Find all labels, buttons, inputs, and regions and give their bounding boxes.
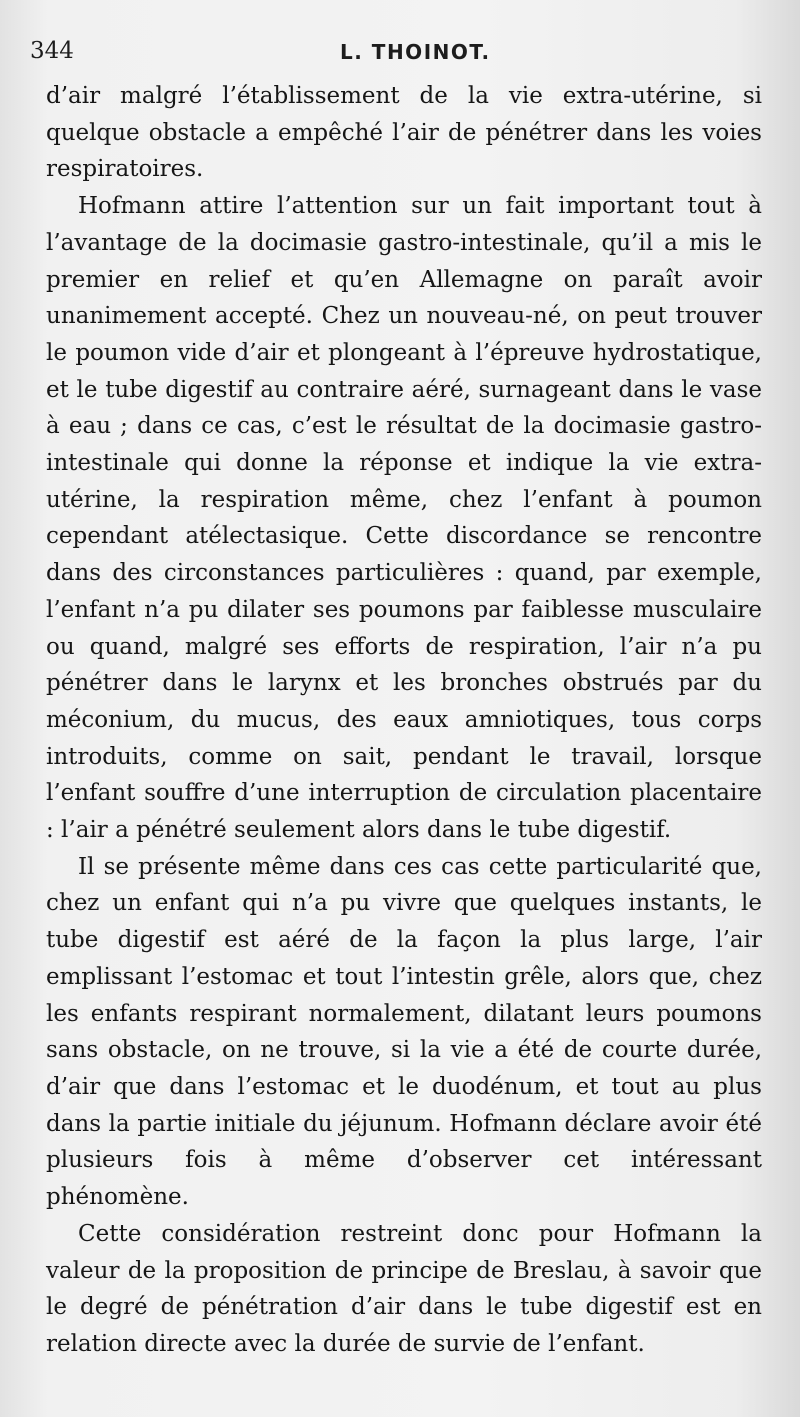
body-text bbox=[46, 78, 762, 1363]
page-header bbox=[30, 38, 760, 74]
paragraph-hofmann-docimasie: Hofmann attire l’attention sur un fait important tout à l’avantage de la docimasie gastro-intestinale, qu’il a mis le premier en relief et qu’en Allemagne on paraît avoir unanimement accepté. Chez un nouveau-né, on peut trouver le poumon vide d’air et plongeant à l’épreuve hydrostatique, et le tube digestif au contraire aéré, surnageant dans le vase à eau ; dans ce cas, c’est le résultat de la docimasie gastro-intestinale qui donne la réponse et indique la vie extra-utérine, la respiration même, chez l’enfant à poumon cependant atélectasique. Cette discordance se rencontre dans des circonstances particulières : quand, par exemple, l’enfant n’a pu dilater ses poumons par faiblesse musculaire ou quand, malgré ses efforts de respiration, l’air n’a pu pénétrer dans le larynx et les bronches obstrués par du méconium, du mucus, des eaux amniotiques, tous corps introduits, comme on sait, pendant le travail, lorsque l’enfant souffre d’une interruption de circulation placentaire : l’air a pénétré seulement alors dans le tube digestif. bbox=[46, 193, 762, 844]
paragraph-particularite: Il se présente même dans ces cas cette particularité que, chez un enfant qui n’a pu vivre que quelques instants, le tube digestif est aéré de la façon la plus large, l’air emplissant l’estomac et tout l’intestin grêle, alors que, chez les enfants respirant normalement, dilatant leurs poumons sans obstacle, on ne trouve, si la vie a été de courte durée, d’air que dans l’estomac et le duodénum, et tout au plus dans la partie initiale du jéjunum. Hofmann déclare avoir été plusieurs fois à même d’observer cet intéressant phénomène. bbox=[46, 853, 762, 1211]
paragraph-continuation: d’air malgré l’établissement de la vie extra-utérine, si quelque obstacle a empêché l’air de pénétrer dans les voies respiratoires. bbox=[46, 83, 762, 183]
paragraph-consideration: Cette considération restreint donc pour Hofmann la valeur de la proposition de principe de Breslau, à savoir que le degré de pénétration d’air dans le tube digestif est en relation directe avec la durée de survie de l’enfant. bbox=[46, 1220, 762, 1357]
page-number: 344 bbox=[30, 38, 74, 64]
running-head: L. THOINOT. bbox=[340, 40, 491, 64]
